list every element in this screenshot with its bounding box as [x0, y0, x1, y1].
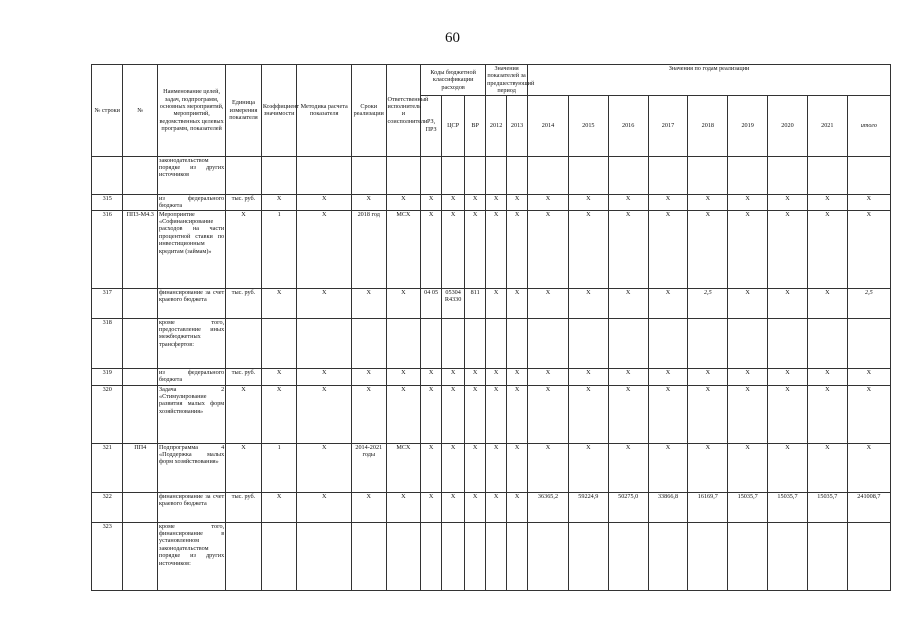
row-value-cell: X: [728, 443, 768, 492]
header-2013: 2013: [507, 95, 528, 156]
row-code: [123, 385, 158, 443]
header-csr: ЦСР: [442, 95, 465, 156]
row-value-cell: X: [442, 194, 465, 210]
row-value-cell: [421, 318, 442, 368]
row-unit: [226, 522, 262, 590]
row-value-cell: X: [568, 385, 608, 443]
row-value-cell: X: [486, 288, 507, 318]
row-value-cell: X: [507, 443, 528, 492]
row-coefficient: 1: [261, 210, 297, 288]
row-code: [123, 194, 158, 210]
row-value-cell: X: [528, 194, 569, 210]
row-value-cell: 33866,8: [648, 492, 688, 522]
header-coefficient: Коэффициент значимости: [261, 65, 297, 157]
row-value-cell: X: [465, 385, 486, 443]
row-coefficient: [261, 522, 297, 590]
row-value-cell: X: [768, 288, 808, 318]
row-value-cell: X: [608, 288, 648, 318]
row-value-cell: X: [728, 368, 768, 385]
row-value-cell: X: [807, 210, 847, 288]
row-value-cell: [728, 318, 768, 368]
row-value-cell: X: [807, 443, 847, 492]
row-number: 316: [92, 210, 123, 288]
row-value-cell: 2,5: [847, 288, 890, 318]
row-value-cell: [648, 522, 688, 590]
row-value-cell: X: [486, 210, 507, 288]
row-value-cell: X: [528, 443, 569, 492]
header-executor: Ответственный исполнитель и соисполнители: [386, 65, 421, 157]
row-number: 318: [92, 318, 123, 368]
table-row: [92, 156, 891, 194]
row-value-cell: [648, 318, 688, 368]
row-value-cell: 05304 R4330: [442, 288, 465, 318]
row-coefficient: X: [261, 194, 297, 210]
row-value-cell: [608, 318, 648, 368]
row-value-cell: X: [568, 194, 608, 210]
row-value-cell: X: [648, 368, 688, 385]
row-value-cell: X: [847, 210, 890, 288]
row-executor: МСХ: [386, 210, 421, 288]
row-value-cell: X: [688, 194, 728, 210]
row-number: 323: [92, 522, 123, 590]
row-value-cell: X: [648, 288, 688, 318]
row-value-cell: X: [688, 385, 728, 443]
row-value-cell: [688, 156, 728, 194]
table-row: [92, 210, 891, 288]
program-table: [91, 64, 891, 591]
row-value-cell: X: [608, 385, 648, 443]
row-executor: X: [386, 385, 421, 443]
header-2015: 2015: [568, 95, 608, 156]
row-number: 322: [92, 492, 123, 522]
row-value-cell: [648, 156, 688, 194]
row-value-cell: X: [768, 368, 808, 385]
row-value-cell: X: [807, 385, 847, 443]
row-unit: X: [226, 385, 262, 443]
row-value-cell: [768, 522, 808, 590]
row-code: [123, 156, 158, 194]
row-value-cell: [568, 522, 608, 590]
row-coefficient: X: [261, 492, 297, 522]
row-method: X: [297, 288, 352, 318]
row-value-cell: 16169,7: [688, 492, 728, 522]
row-value-cell: X: [442, 385, 465, 443]
row-value-cell: X: [507, 492, 528, 522]
row-value-cell: X: [608, 194, 648, 210]
row-executor: X: [386, 492, 421, 522]
row-value-cell: [442, 318, 465, 368]
header-row-number: № строки: [92, 65, 123, 157]
row-value-cell: [465, 156, 486, 194]
row-value-cell: [528, 318, 569, 368]
row-value-cell: [528, 522, 569, 590]
row-value-cell: 2,5: [688, 288, 728, 318]
row-terms: [351, 318, 386, 368]
row-unit: X: [226, 443, 262, 492]
row-name: финансирование за счет краевого бюджета: [158, 288, 226, 318]
row-terms: X: [351, 288, 386, 318]
row-value-cell: [442, 522, 465, 590]
row-name: кроме того, предоставление иных межбюджетных трансфертов:: [158, 318, 226, 368]
row-coefficient: X: [261, 368, 297, 385]
row-name: кроме того, финансирование в установленном законодательством порядке из других источников:: [158, 522, 226, 590]
row-unit: [226, 156, 262, 194]
header-total: итого: [847, 95, 890, 156]
header-2018: 2018: [688, 95, 728, 156]
row-value-cell: X: [568, 288, 608, 318]
row-value-cell: [688, 522, 728, 590]
row-number: 321: [92, 443, 123, 492]
header-vr: ВР: [465, 95, 486, 156]
row-value-cell: [421, 156, 442, 194]
row-value-cell: X: [768, 194, 808, 210]
row-name: законодательством порядке из других источников: [158, 156, 226, 194]
row-value-cell: 59224,9: [568, 492, 608, 522]
row-code: [123, 288, 158, 318]
page-number: 60: [445, 30, 460, 46]
row-value-cell: X: [728, 194, 768, 210]
row-value-cell: [465, 318, 486, 368]
row-value-cell: X: [465, 210, 486, 288]
row-code: [123, 522, 158, 590]
header-2019: 2019: [728, 95, 768, 156]
row-value-cell: X: [648, 194, 688, 210]
table-row: [92, 288, 891, 318]
row-value-cell: [768, 318, 808, 368]
row-value-cell: X: [807, 194, 847, 210]
row-coefficient: X: [261, 385, 297, 443]
row-number: [92, 156, 123, 194]
row-value-cell: [568, 318, 608, 368]
table-row: [92, 318, 891, 368]
row-value-cell: X: [421, 492, 442, 522]
row-value-cell: 15035,7: [807, 492, 847, 522]
row-value-cell: X: [648, 210, 688, 288]
row-coefficient: X: [261, 288, 297, 318]
table-body: [92, 156, 891, 590]
header-terms: Сроки реализации: [351, 65, 386, 157]
row-terms: [351, 522, 386, 590]
table-row: [92, 443, 891, 492]
row-value-cell: 04 05: [421, 288, 442, 318]
header-2012: 2012: [486, 95, 507, 156]
row-terms: X: [351, 368, 386, 385]
row-value-cell: X: [486, 385, 507, 443]
row-unit: тыс. руб.: [226, 194, 262, 210]
row-method: X: [297, 443, 352, 492]
header-2016: 2016: [608, 95, 648, 156]
row-terms: [351, 156, 386, 194]
row-value-cell: X: [507, 288, 528, 318]
table-row: [92, 522, 891, 590]
row-value-cell: X: [568, 443, 608, 492]
row-code: ПП3-М4.3: [123, 210, 158, 288]
row-value-cell: [728, 156, 768, 194]
row-value-cell: X: [507, 194, 528, 210]
header-name: Наименование целей, задач, подпрограмм, основных мероприятий, мероприятий, ведомственных целевых программ, показателей: [158, 65, 226, 157]
row-unit: X: [226, 210, 262, 288]
row-value-cell: X: [507, 368, 528, 385]
row-value-cell: [807, 156, 847, 194]
row-value-cell: X: [507, 210, 528, 288]
row-terms: 2014-2021 годы: [351, 443, 386, 492]
row-number: 319: [92, 368, 123, 385]
row-value-cell: 811: [465, 288, 486, 318]
row-value-cell: X: [568, 210, 608, 288]
row-value-cell: X: [608, 368, 648, 385]
row-value-cell: X: [608, 443, 648, 492]
row-value-cell: X: [847, 385, 890, 443]
row-value-cell: X: [486, 492, 507, 522]
row-value-cell: X: [568, 368, 608, 385]
row-name: Подпрограмма 4 «Поддержка малых форм хозяйствования»: [158, 443, 226, 492]
row-method: X: [297, 368, 352, 385]
row-value-cell: [528, 156, 569, 194]
row-value-cell: [847, 156, 890, 194]
row-value-cell: [486, 522, 507, 590]
row-value-cell: [507, 156, 528, 194]
row-coefficient: 1: [261, 443, 297, 492]
row-value-cell: [728, 522, 768, 590]
row-executor: МСХ: [386, 443, 421, 492]
row-unit: тыс. руб.: [226, 368, 262, 385]
row-value-cell: X: [486, 194, 507, 210]
row-name: Мероприятие «Софинансирование расходов на части процентной ставки по инвестиционным кредитам (займам)»: [158, 210, 226, 288]
row-method: X: [297, 194, 352, 210]
row-number: 320: [92, 385, 123, 443]
row-value-cell: X: [486, 443, 507, 492]
header-year-values: Значения по годам реализации: [528, 65, 891, 96]
row-executor: [386, 318, 421, 368]
row-value-cell: X: [688, 210, 728, 288]
table-row: [92, 385, 891, 443]
row-value-cell: X: [528, 210, 569, 288]
row-value-cell: X: [421, 368, 442, 385]
row-number: 317: [92, 288, 123, 318]
row-value-cell: [608, 156, 648, 194]
row-terms: 2018 год: [351, 210, 386, 288]
row-executor: X: [386, 194, 421, 210]
row-code: [123, 492, 158, 522]
row-value-cell: [486, 318, 507, 368]
row-value-cell: [568, 156, 608, 194]
row-executor: X: [386, 288, 421, 318]
row-value-cell: 15035,7: [728, 492, 768, 522]
row-executor: [386, 522, 421, 590]
row-value-cell: [608, 522, 648, 590]
row-value-cell: [768, 156, 808, 194]
row-value-cell: [486, 156, 507, 194]
row-code: [123, 368, 158, 385]
row-method: [297, 318, 352, 368]
row-terms: X: [351, 385, 386, 443]
row-name: Задача 2 «Стимулирование развития малых форм хозяйствования»: [158, 385, 226, 443]
header-budget-codes: Коды бюджетной классификации расходов: [421, 65, 486, 96]
header-previous-values: Значения показателей за предшествующий период: [487, 65, 535, 95]
table-row: [92, 194, 891, 210]
row-value-cell: X: [648, 385, 688, 443]
row-value-cell: X: [807, 288, 847, 318]
row-value-cell: X: [465, 443, 486, 492]
header-2021: 2021: [807, 95, 847, 156]
header-method: Методика расчета показателя: [297, 65, 352, 157]
row-value-cell: X: [728, 385, 768, 443]
row-value-cell: X: [442, 368, 465, 385]
row-number: 315: [92, 194, 123, 210]
row-value-cell: X: [648, 443, 688, 492]
row-value-cell: X: [768, 443, 808, 492]
header-number: №: [123, 65, 158, 157]
row-value-cell: X: [421, 443, 442, 492]
row-value-cell: [807, 522, 847, 590]
table-row: [92, 492, 891, 522]
row-method: [297, 522, 352, 590]
header-unit: Единица измерения показателя: [226, 65, 262, 157]
row-value-cell: X: [421, 194, 442, 210]
header-2014: 2014: [528, 95, 569, 156]
row-coefficient: [261, 156, 297, 194]
row-value-cell: X: [442, 210, 465, 288]
row-terms: X: [351, 194, 386, 210]
row-terms: X: [351, 492, 386, 522]
row-unit: тыс. руб.: [226, 492, 262, 522]
row-value-cell: [807, 318, 847, 368]
row-method: X: [297, 492, 352, 522]
row-value-cell: [688, 318, 728, 368]
row-name: из федерального бюджета: [158, 368, 226, 385]
row-value-cell: 50275,0: [608, 492, 648, 522]
row-name: финансирование за счет краевого бюджета: [158, 492, 226, 522]
header-rz-prz: РЗ, ПРЗ: [421, 95, 442, 156]
row-value-cell: [442, 156, 465, 194]
row-executor: [386, 156, 421, 194]
row-coefficient: [261, 318, 297, 368]
row-method: [297, 156, 352, 194]
row-value-cell: X: [528, 368, 569, 385]
row-value-cell: [507, 318, 528, 368]
header-2017: 2017: [648, 95, 688, 156]
row-value-cell: [847, 522, 890, 590]
row-code: [123, 318, 158, 368]
row-value-cell: X: [688, 443, 728, 492]
row-value-cell: X: [442, 443, 465, 492]
table-row: [92, 368, 891, 385]
row-value-cell: [507, 522, 528, 590]
row-value-cell: X: [768, 210, 808, 288]
row-value-cell: X: [688, 368, 728, 385]
row-value-cell: X: [847, 368, 890, 385]
row-method: X: [297, 210, 352, 288]
row-value-cell: [421, 522, 442, 590]
row-value-cell: 241008,7: [847, 492, 890, 522]
row-value-cell: X: [528, 288, 569, 318]
row-value-cell: X: [442, 492, 465, 522]
row-value-cell: 36365,2: [528, 492, 569, 522]
row-value-cell: X: [528, 385, 569, 443]
row-name: из федерального бюджета: [159, 194, 225, 210]
row-unit: [226, 318, 262, 368]
row-value-cell: [847, 318, 890, 368]
row-value-cell: X: [465, 368, 486, 385]
row-value-cell: X: [768, 385, 808, 443]
header-2020: 2020: [768, 95, 808, 156]
row-value-cell: X: [847, 194, 890, 210]
row-value-cell: X: [608, 210, 648, 288]
row-value-cell: X: [421, 385, 442, 443]
row-value-cell: X: [507, 385, 528, 443]
row-value-cell: X: [807, 368, 847, 385]
row-value-cell: X: [465, 492, 486, 522]
row-value-cell: X: [847, 443, 890, 492]
row-value-cell: X: [486, 368, 507, 385]
row-code: ПП4: [123, 443, 158, 492]
row-value-cell: X: [728, 210, 768, 288]
row-value-cell: 15035,7: [768, 492, 808, 522]
row-value-cell: X: [421, 210, 442, 288]
row-value-cell: [465, 522, 486, 590]
row-value-cell: X: [465, 194, 486, 210]
row-executor: X: [386, 368, 421, 385]
row-value-cell: X: [728, 288, 768, 318]
row-unit: тыс. руб.: [226, 288, 262, 318]
row-method: X: [297, 385, 352, 443]
